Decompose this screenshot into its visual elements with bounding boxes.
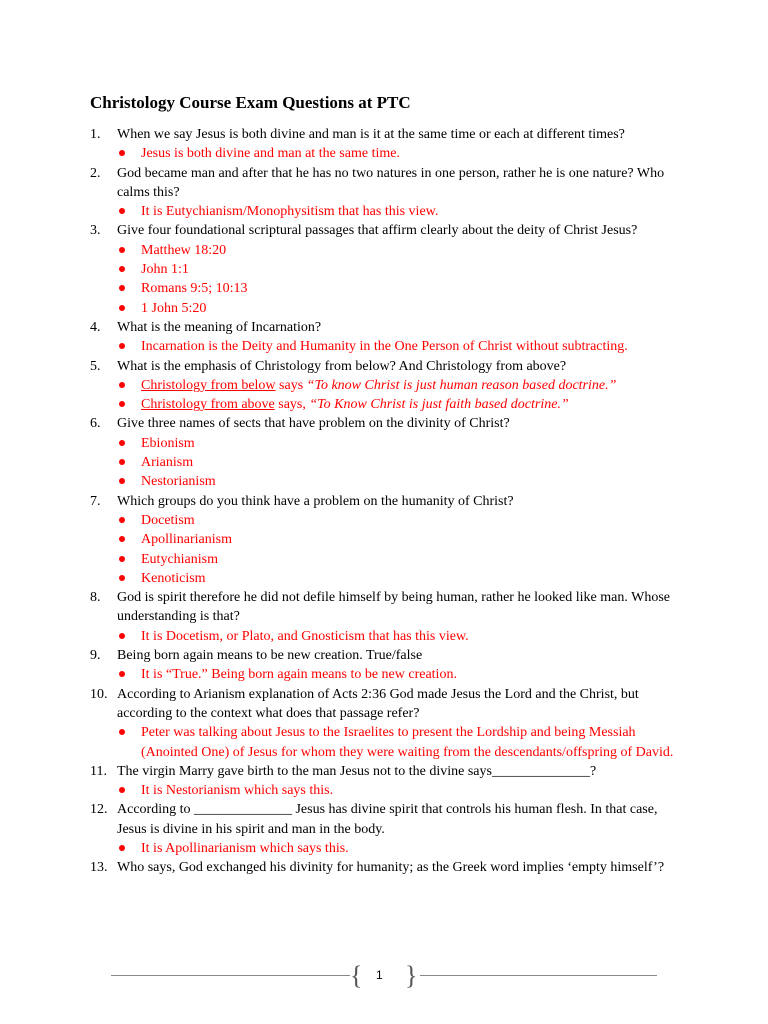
question-item: [0, 646, 768, 685]
question-number: 2.: [90, 165, 101, 181]
question-text: What is the meaning of Incarnation?: [117, 319, 322, 335]
question-item: [0, 414, 768, 491]
question-text: Give three names of sects that have problem on the divinity of Christ?: [117, 416, 510, 432]
answer-text: Kenoticism: [141, 570, 206, 586]
answer-text: Ebionism: [141, 435, 195, 451]
answer-text: It is Apollinarianism which says this.: [141, 840, 349, 856]
question-item: [0, 125, 768, 164]
footer-left-brace: {: [350, 961, 363, 990]
bullet-icon: [119, 787, 125, 793]
question-number: 10.: [90, 686, 108, 702]
question-item: [0, 588, 768, 646]
question-number: 4.: [90, 319, 101, 335]
answer-text: John 1:1: [141, 262, 189, 278]
answer-item: [117, 241, 688, 260]
answer-quote: “To know Christ is just human reason based doctrine.”: [306, 377, 617, 393]
bullet-icon: [119, 401, 125, 407]
answer-item: [117, 376, 688, 395]
answer-text: Romans 9:5; 10:13: [141, 281, 248, 297]
answer-item: [117, 627, 688, 646]
bullet-icon: [119, 536, 125, 542]
question-text: What is the emphasis of Christology from below? And Christology from above?: [117, 358, 567, 374]
footer-rule-left: [111, 975, 350, 976]
bullet-icon: [119, 305, 125, 311]
answer-list: [117, 376, 688, 415]
answer-item: [117, 202, 688, 221]
question-item: [0, 357, 768, 415]
question-text: Being born again means to be new creation. True/false: [117, 648, 423, 664]
answer-list: [117, 723, 688, 762]
bullet-icon: [119, 459, 125, 465]
question-text: Who says, God exchanged his divinity for humanity; as the Greek word implies ‘empty himself’?: [117, 860, 665, 876]
answer-text: Incarnation is the Deity and Humanity in the One Person of Christ without subtracting.: [141, 339, 628, 355]
answer-text: Docetism: [141, 512, 195, 528]
answer-item: [117, 144, 688, 163]
question-number: 9.: [90, 648, 101, 664]
answer-item: [117, 337, 688, 356]
answer-item: [117, 665, 688, 684]
question-text: According to ______________ Jesus has divine spirit that controls his human flesh. In that case, Jesus is divine in his spirit and man in the body.: [117, 802, 658, 837]
question-item: [0, 685, 768, 762]
question-item: [0, 318, 768, 357]
page-title: Christology Course Exam Questions at PTC: [90, 93, 411, 112]
bullet-icon: [119, 266, 125, 272]
bullet-icon: [119, 633, 125, 639]
answer-list: [117, 511, 688, 588]
answer-term: Christology from below: [141, 377, 276, 393]
question-item: [0, 221, 768, 317]
question-number: 12.: [90, 802, 108, 818]
bullet-icon: [119, 575, 125, 581]
answer-list: [117, 202, 688, 221]
answer-text: Eutychianism: [141, 551, 218, 567]
answer-item: [117, 550, 688, 569]
bullet-icon: [119, 208, 125, 214]
question-number: 7.: [90, 493, 101, 509]
answer-item: [117, 279, 688, 298]
answer-text: Apollinarianism: [141, 532, 232, 548]
answer-item: [117, 453, 688, 472]
question-number: 6.: [90, 416, 101, 432]
bullet-icon: [119, 150, 125, 156]
answer-list: [117, 241, 688, 318]
question-text: When we say Jesus is both divine and man is it at the same time or each at different times?: [117, 127, 625, 142]
bullet-icon: [119, 382, 125, 388]
answer-verb: says: [275, 377, 307, 393]
answer-item: [117, 530, 688, 549]
answer-term: Christology from above: [141, 397, 275, 413]
answer-list: [117, 434, 688, 492]
answer-verb: says,: [274, 397, 310, 413]
bullet-icon: [119, 285, 125, 291]
answer-list: [117, 839, 688, 858]
question-item: [0, 800, 768, 858]
bullet-icon: [119, 247, 125, 253]
answer-item: [117, 472, 688, 491]
question-number: 3.: [90, 223, 101, 239]
answer-list: [117, 144, 688, 163]
bullet-icon: [119, 845, 125, 851]
question-item: [0, 762, 768, 801]
page-number: 1: [376, 968, 383, 982]
answer-text: It is Eutychianism/Monophysitism that has this view.: [141, 204, 439, 220]
footer-right-brace: }: [405, 961, 418, 990]
question-item: [0, 858, 768, 877]
bullet-icon: [119, 440, 125, 446]
question-number: 11.: [90, 763, 107, 779]
question-text: The virgin Marry gave birth to the man Jesus not to the divine says______________?: [117, 763, 597, 779]
question-item: [0, 164, 768, 222]
question-text: Which groups do you think have a problem on the humanity of Christ?: [117, 493, 514, 509]
answer-list: [117, 337, 688, 356]
question-item: [0, 492, 768, 588]
page-footer: [0, 962, 768, 992]
answer-item: [117, 395, 688, 414]
footer-rule-right: [420, 975, 657, 976]
answer-list: [117, 781, 688, 800]
bullet-icon: [119, 671, 125, 677]
answer-text: Nestorianism: [141, 474, 216, 490]
bullet-icon: [119, 517, 125, 523]
answer-text: Matthew 18:20: [141, 242, 227, 258]
question-text: God is spirit therefore he did not defile himself by being human, rather he looked like man. Whose understanding is that?: [117, 590, 670, 625]
answer-list: [117, 627, 688, 646]
answer-item: [117, 260, 688, 279]
question-text: Give four foundational scriptural passages that affirm clearly about the deity of Christ Jesus?: [117, 223, 638, 239]
answer-item: [117, 723, 688, 762]
answer-list: [117, 665, 688, 684]
answer-text: Peter was talking about Jesus to the Israelites to present the Lordship and being Messiah (Anointed One) of Jesus for whom they were waiting from the descendants/offspring of David.: [141, 725, 674, 760]
bullet-icon: [119, 556, 125, 562]
answer-item: [117, 781, 688, 800]
answer-text: It is Nestorianism which says this.: [141, 783, 334, 799]
question-number: 13.: [90, 860, 108, 876]
answer-text: It is “True.” Being born again means to be new creation.: [141, 667, 457, 683]
answer-item: [117, 569, 688, 588]
answer-item: [117, 434, 688, 453]
answer-text: Jesus is both divine and man at the same time.: [141, 146, 400, 162]
answer-text: Arianism: [141, 455, 194, 471]
question-number: 8.: [90, 590, 101, 606]
bullet-icon: [119, 729, 125, 735]
question-text: God became man and after that he has no two natures in one person, rather he is one nature? Who calms this?: [117, 165, 665, 200]
answer-item: [117, 299, 688, 318]
bullet-icon: [119, 478, 125, 484]
bullet-icon: [119, 343, 125, 349]
question-list: [0, 125, 768, 878]
question-number: 1.: [90, 127, 101, 142]
answer-text: 1 John 5:20: [141, 300, 207, 316]
answer-item: [117, 511, 688, 530]
question-text: According to Arianism explanation of Acts 2:36 God made Jesus the Lord and the Christ, but according to the context what does that passage refer?: [117, 686, 639, 721]
answer-text: It is Docetism, or Plato, and Gnosticism that has this view.: [141, 628, 469, 644]
answer-item: [117, 839, 688, 858]
answer-quote: “To Know Christ is just faith based doctrine.”: [309, 397, 569, 413]
question-number: 5.: [90, 358, 101, 374]
